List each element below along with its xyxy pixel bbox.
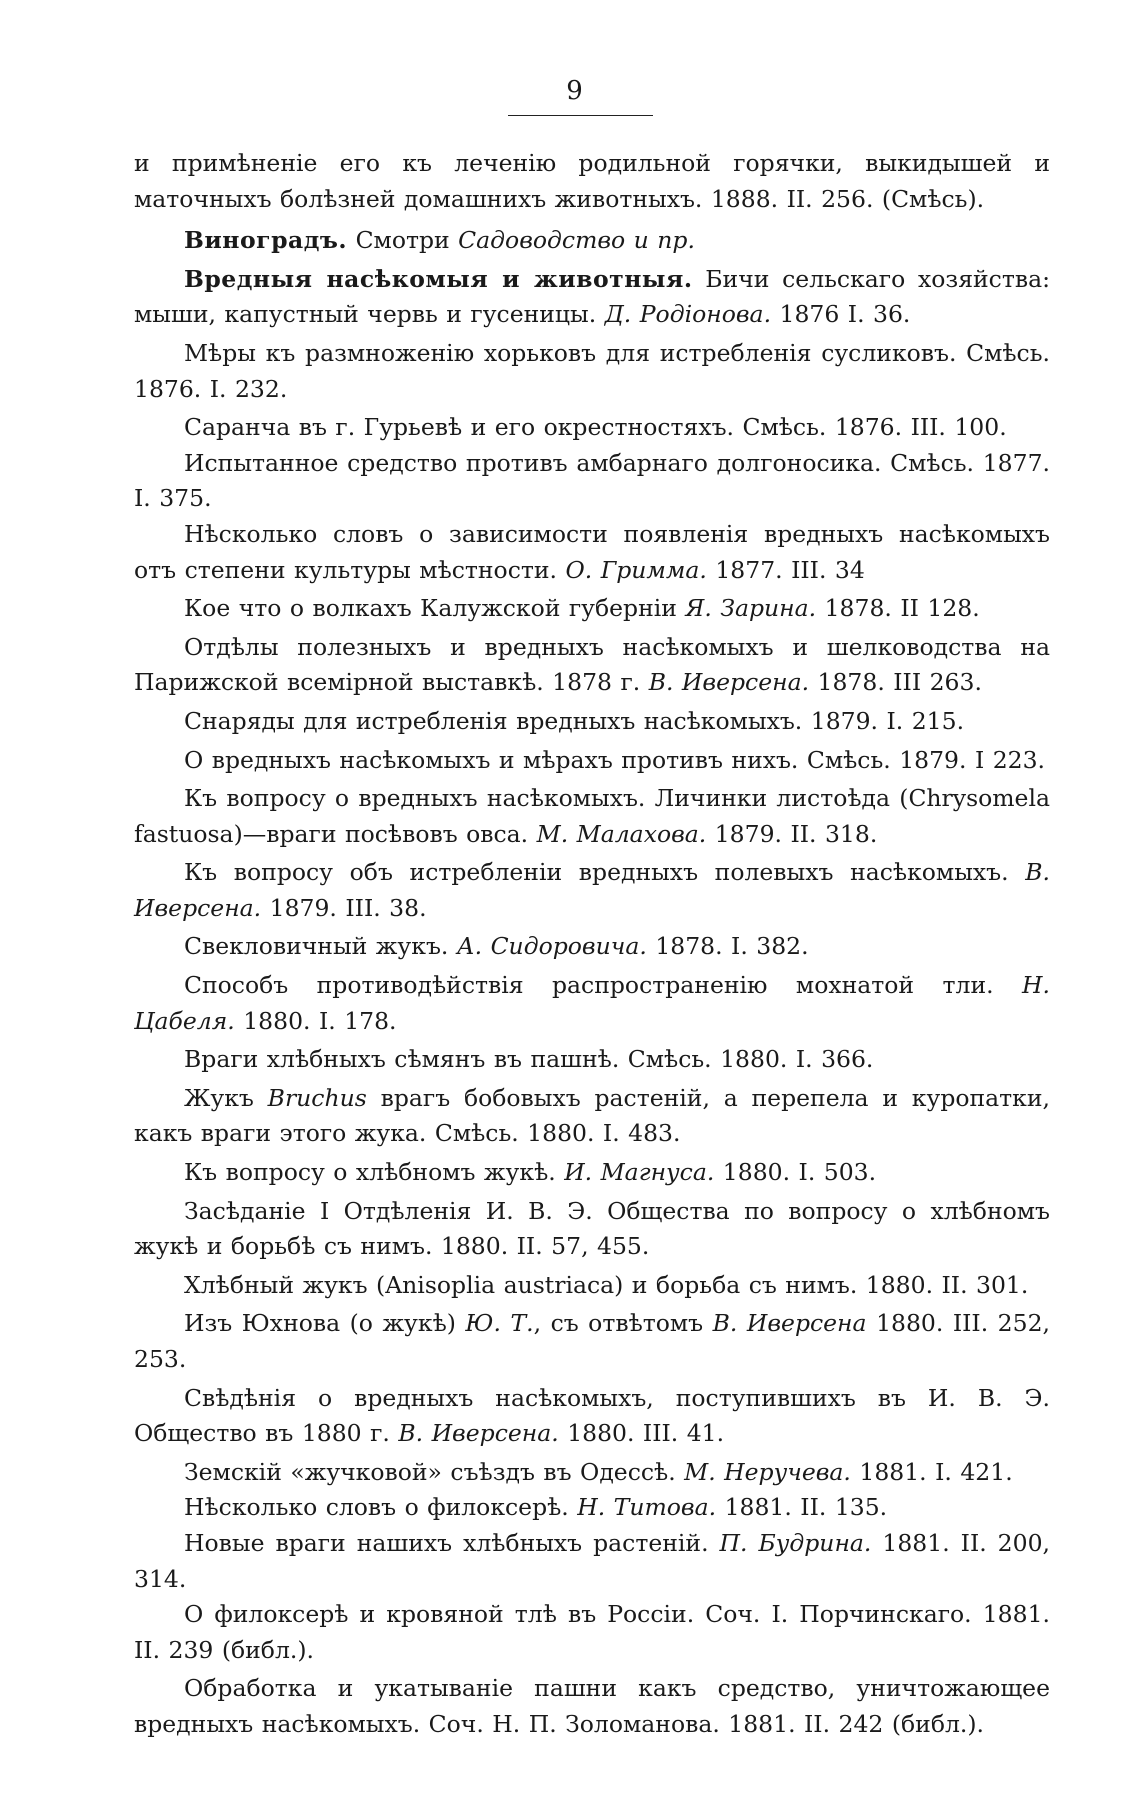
latin-term: Bruchus bbox=[267, 1083, 367, 1112]
paragraph bbox=[134, 446, 1050, 517]
author-name: В. Иверсена bbox=[712, 1309, 867, 1338]
paragraph bbox=[134, 1526, 1050, 1597]
entry-text: Смотри bbox=[347, 226, 459, 255]
entry-text: Жукъ bbox=[184, 1083, 268, 1112]
paragraph bbox=[134, 743, 1050, 779]
paragraph bbox=[134, 855, 1050, 926]
author-name: Н. Титова. bbox=[577, 1493, 717, 1522]
page-number-rule bbox=[508, 115, 653, 116]
entry-text: Нѣсколько словъ о зависимости появленія вредныхъ насѣкомыхъ отъ степени культуры мѣстности. bbox=[134, 519, 1050, 584]
entry-citation: 1880. III. 252, 253. bbox=[134, 1309, 1050, 1373]
paragraph bbox=[134, 1268, 1050, 1304]
paragraph bbox=[134, 517, 1050, 588]
entry-text: Засѣданіе I Отдѣленія И. В. Э. Общества по вопросу о хлѣбномъ жукѣ и борьбѣ съ нимъ. 1880. II. 57, 455. bbox=[134, 1196, 1050, 1261]
entry-text: Снаряды для истребленія вредныхъ насѣкомыхъ. 1879. I. 215. bbox=[184, 706, 965, 735]
entry-text: Свѣдѣнія о вредныхъ насѣкомыхъ, поступившихъ въ И. В. Э. Общество въ 1880 г. bbox=[134, 1383, 1050, 1448]
cross-reference: Садоводство и пр. bbox=[458, 226, 695, 255]
author-name: М. Неручева. bbox=[684, 1457, 851, 1486]
paragraph bbox=[134, 1155, 1050, 1191]
entry-text: Кое что о волкахъ Калужской губерніи bbox=[184, 594, 686, 623]
paragraph bbox=[134, 1194, 1050, 1265]
author-name: В. Иверсена. bbox=[398, 1419, 559, 1448]
entry-text: Нѣсколько словъ о филоксерѣ. bbox=[184, 1493, 578, 1522]
author-name: М. Малахова. bbox=[536, 819, 707, 848]
entry-citation: 1881. I. 421. bbox=[850, 1457, 1013, 1486]
paragraph bbox=[134, 1490, 1050, 1526]
entry-citation: 1879. II. 318. bbox=[706, 819, 878, 848]
entry-text: Обработка и укатываніе пашни какъ средство, уничтожающее вредныхъ насѣкомыхъ. Соч. Н. П. Золоманова. 1881. II. 242 (библ.). bbox=[134, 1674, 1050, 1738]
entry-text: Саранча въ г. Гурьевѣ и его окрестностяхъ. Смѣсь. 1876. III. 100. bbox=[184, 413, 1007, 442]
paragraph bbox=[134, 1081, 1050, 1152]
author-name: П. Будрина. bbox=[719, 1528, 872, 1557]
entry-text: Къ вопросу о вредныхъ насѣкомыхъ. Личинки листоѣда (Chrysomela fastuosa)—враги посѣвовъ овса. bbox=[134, 784, 1050, 848]
paragraph bbox=[134, 262, 1050, 333]
paragraph bbox=[134, 1306, 1050, 1377]
entry-text: Отдѣлы полезныхъ и вредныхъ насѣкомыхъ и шелководства на Парижской всемірной выставкѣ. 1878 г. bbox=[134, 632, 1050, 697]
entry-citation: 1881. II. 135. bbox=[716, 1493, 888, 1522]
paragraph bbox=[134, 410, 1050, 446]
paragraph bbox=[134, 1597, 1050, 1668]
entry-text: О филоксерѣ и кровяной тлѣ въ Россіи. Соч. I. Порчинскаго. 1881. II. 239 (библ.). bbox=[134, 1600, 1050, 1664]
paragraph bbox=[134, 781, 1050, 852]
entry-text: Изъ Юхнова (о жукѣ) bbox=[184, 1309, 466, 1338]
entry-text: Мѣры къ размноженію хорьковъ для истребленія сусликовъ. Смѣсь. 1876. I. 232. bbox=[134, 338, 1050, 403]
entry-citation: 1881. II. 200, 314. bbox=[134, 1528, 1050, 1593]
entry-text: Испытанное средство противъ амбарнаго долгоносика. Смѣсь. 1877. I. 375. bbox=[134, 448, 1050, 513]
author-name: В. Иверсена. bbox=[648, 668, 810, 697]
paragraph bbox=[134, 704, 1050, 740]
entry-text: Къ вопросу объ истребленіи вредныхъ полевыхъ насѣкомыхъ. bbox=[184, 858, 1026, 887]
entry-citation: 1880. III. 41. bbox=[558, 1419, 725, 1448]
author-name: И. Магнуса. bbox=[564, 1158, 715, 1187]
entry-text: Земскій «жучковой» съѣздъ въ Одессѣ. bbox=[184, 1457, 685, 1486]
paragraph bbox=[134, 1381, 1050, 1452]
paragraph bbox=[134, 968, 1050, 1039]
paragraph bbox=[134, 223, 1050, 259]
paragraph bbox=[134, 630, 1050, 701]
text-body bbox=[134, 146, 1050, 1743]
paragraph bbox=[134, 1455, 1050, 1491]
entry-text: О вредныхъ насѣкомыхъ и мѣрахъ противъ нихъ. Смѣсь. 1879. I 223. bbox=[184, 745, 1046, 774]
entry-text: Свекловичный жукъ. bbox=[184, 932, 457, 961]
entry-text: Враги хлѣбныхъ сѣмянъ въ пашнѣ. Смѣсь. 1880. I. 366. bbox=[184, 1045, 874, 1074]
entry-citation: 1880. I. 503. bbox=[714, 1158, 877, 1187]
entry-citation: 1878. II 128. bbox=[816, 594, 980, 623]
entry-text: Бичи сельскаго хозяйства: мыши, капустный червь и гусеницы. bbox=[134, 264, 1050, 329]
author-name: В. Иверсена. bbox=[134, 858, 1050, 922]
author-name: Я. Зарина. bbox=[685, 594, 817, 623]
entry-citation: 1876 I. 36. bbox=[771, 300, 911, 329]
entry-text: , съ отвѣтомъ bbox=[533, 1309, 713, 1338]
entry-text: Способъ противодѣйствія распространенію мохнатой тли. bbox=[184, 971, 1023, 1000]
author-name: Ю. Т. bbox=[465, 1309, 534, 1338]
paragraph bbox=[134, 146, 1050, 217]
entry-text: и примѣненіе его къ леченію родильной горячки, выкидышей и маточныхъ болѣзней домашнихъ животныхъ. 1888. II. 256. (Смѣсь). bbox=[134, 149, 1050, 213]
entry-citation: 1878. III 263. bbox=[809, 668, 982, 697]
entry-text: Новые враги нашихъ хлѣбныхъ растеній. bbox=[184, 1528, 720, 1557]
entry-citation: 1880. I. 178. bbox=[234, 1006, 397, 1035]
paragraph bbox=[134, 929, 1050, 965]
page-number: 9 bbox=[566, 76, 584, 106]
author-name: А. Сидоровича. bbox=[456, 932, 647, 961]
section-heading: Вредныя насѣкомыя и животныя. bbox=[184, 264, 693, 293]
paragraph bbox=[134, 1671, 1050, 1742]
author-name: Д. Родіонова. bbox=[604, 300, 772, 329]
paragraph bbox=[134, 1042, 1050, 1078]
entry-citation: 1879. III. 38. bbox=[261, 893, 427, 922]
entry-citation: 1878. I. 382. bbox=[646, 932, 809, 961]
entry-text: Хлѣбный жукъ (Anisoplia austriaca) и борьба съ нимъ. 1880. II. 301. bbox=[184, 1270, 1029, 1299]
author-name: О. Гримма. bbox=[565, 555, 707, 584]
paragraph bbox=[134, 336, 1050, 407]
entry-text: врагъ бобовыхъ растеній, а перепела и куропатки, какъ враги этого жука. Смѣсь. 1880. I. 483. bbox=[134, 1083, 1051, 1148]
entry-text: Къ вопросу о хлѣбномъ жукѣ. bbox=[184, 1158, 565, 1187]
paragraph bbox=[134, 591, 1050, 627]
entry-citation: 1877. III. 34 bbox=[706, 555, 865, 584]
section-heading: Виноградъ. bbox=[184, 226, 348, 255]
author-name: Н. Цабеля. bbox=[134, 971, 1050, 1035]
